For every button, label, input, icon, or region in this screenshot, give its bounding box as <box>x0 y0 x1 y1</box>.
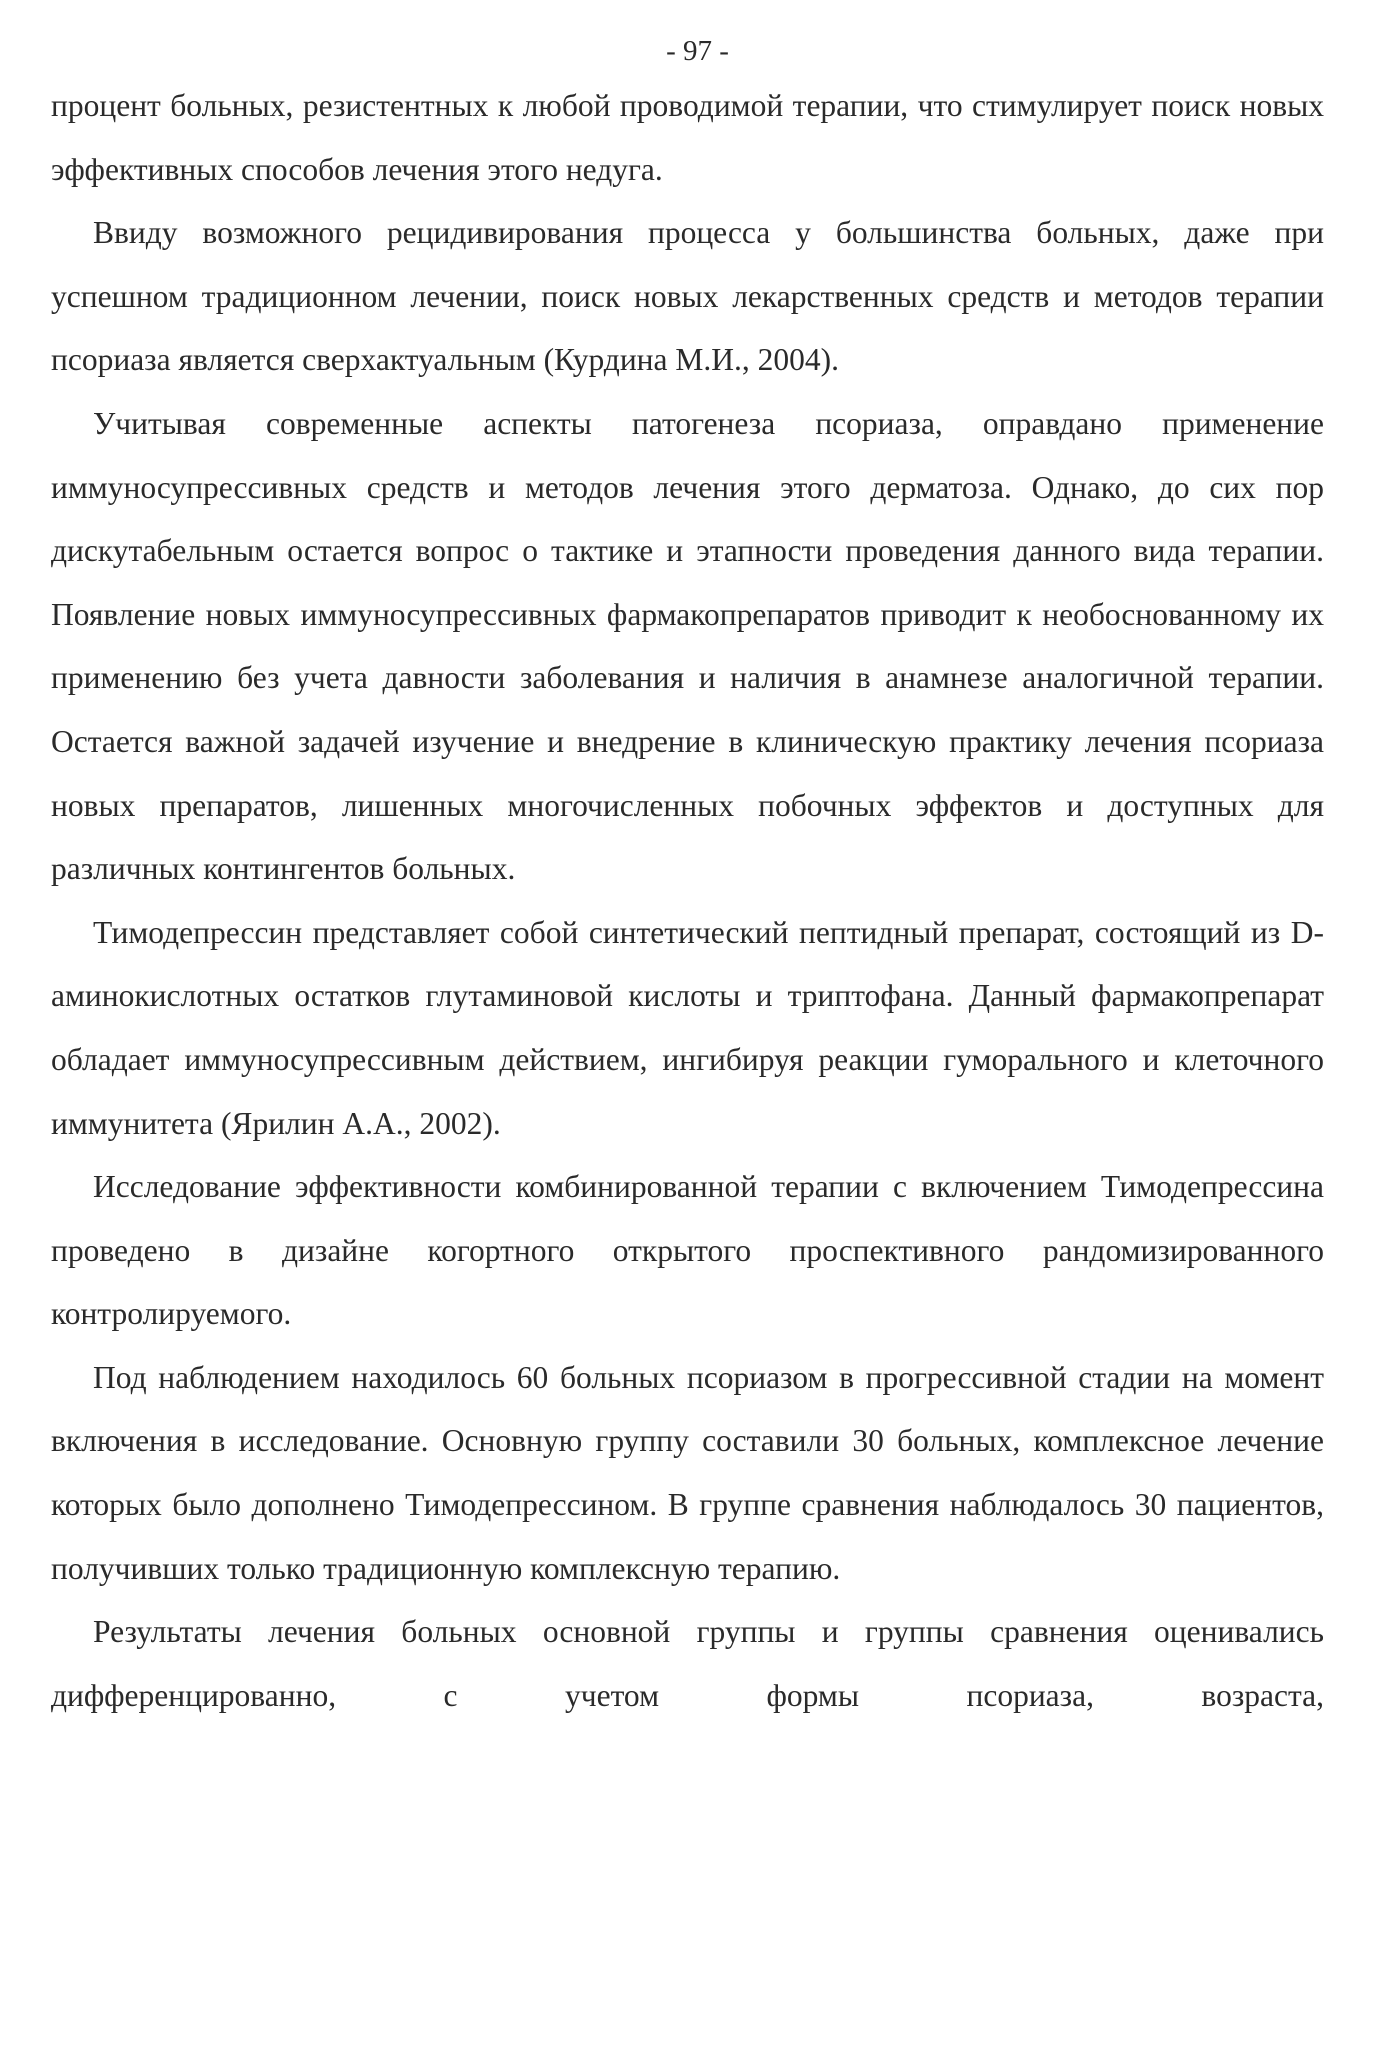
paragraph-relapse-therapy: Ввиду возможного рецидивирования процесса у большинства больных, даже при успешном традиционном лечении, поиск новых лекарственных средств и методов терапии псориаза является сверхактуальным (Курдина М.И., 2004). <box>51 215 1324 378</box>
paragraph-immunosuppressive-methods: Учитывая современные аспекты патогенеза псориаза, оправдано применение иммуносупрессивных средств и методов лечения этого дерматоза. Однако, до сих пор дискутабельным остается вопрос о тактике и этапности проведения данного вида терапии. Появление новых иммуносупрессивных фармакопрепаратов приводит к необоснованному их применению без учета давности заболевания и наличия в анамнезе аналогичной терапии. Остается важной задачей изучение и внедрение в клиническую практику лечения псориаза новых препаратов, лишенных многочисленных побочных эффектов и доступных для различных контингентов больных. <box>51 405 1324 887</box>
paragraph-continuation: процент больных, резистентных к любой проводимой терапии, что стимулирует поиск новых эффективных способов лечения этого недуга. <box>51 88 1324 187</box>
document-page <box>51 28 1324 1727</box>
page-number: - 97 - <box>666 35 729 67</box>
paragraph-results-evaluation: Результаты лечения больных основной группы и группы сравнения оценивались дифференцированно, с учетом формы псориаза, возраста, <box>51 1614 1324 1713</box>
paragraph-patient-groups: Под наблюдением находилось 60 больных псориазом в прогрессивной стадии на момент включения в исследование. Основную группу составили 30 больных, комплексное лечение которых было дополнено Тимодепрессином. В группе сравнения наблюдалось 30 пациентов, получивших только традиционную комплексную терапию. <box>51 1359 1324 1586</box>
paragraph-thymodepressin-description: Тимодепрессин представляет собой синтетический пептидный препарат, состоящий из D-аминокислотных остатков глутаминовой кислоты и триптофана. Данный фармакопрепарат обладает иммуносупрессивным действием, ингибируя реакции гуморального и клеточного иммунитета (Ярилин А.А., 2002). <box>51 914 1324 1141</box>
paragraph-study-design: Исследование эффективности комбинированной терапии с включением Тимодепрессина проведено в дизайне когортного открытого проспективного рандомизированного контролируемого. <box>51 1169 1324 1332</box>
